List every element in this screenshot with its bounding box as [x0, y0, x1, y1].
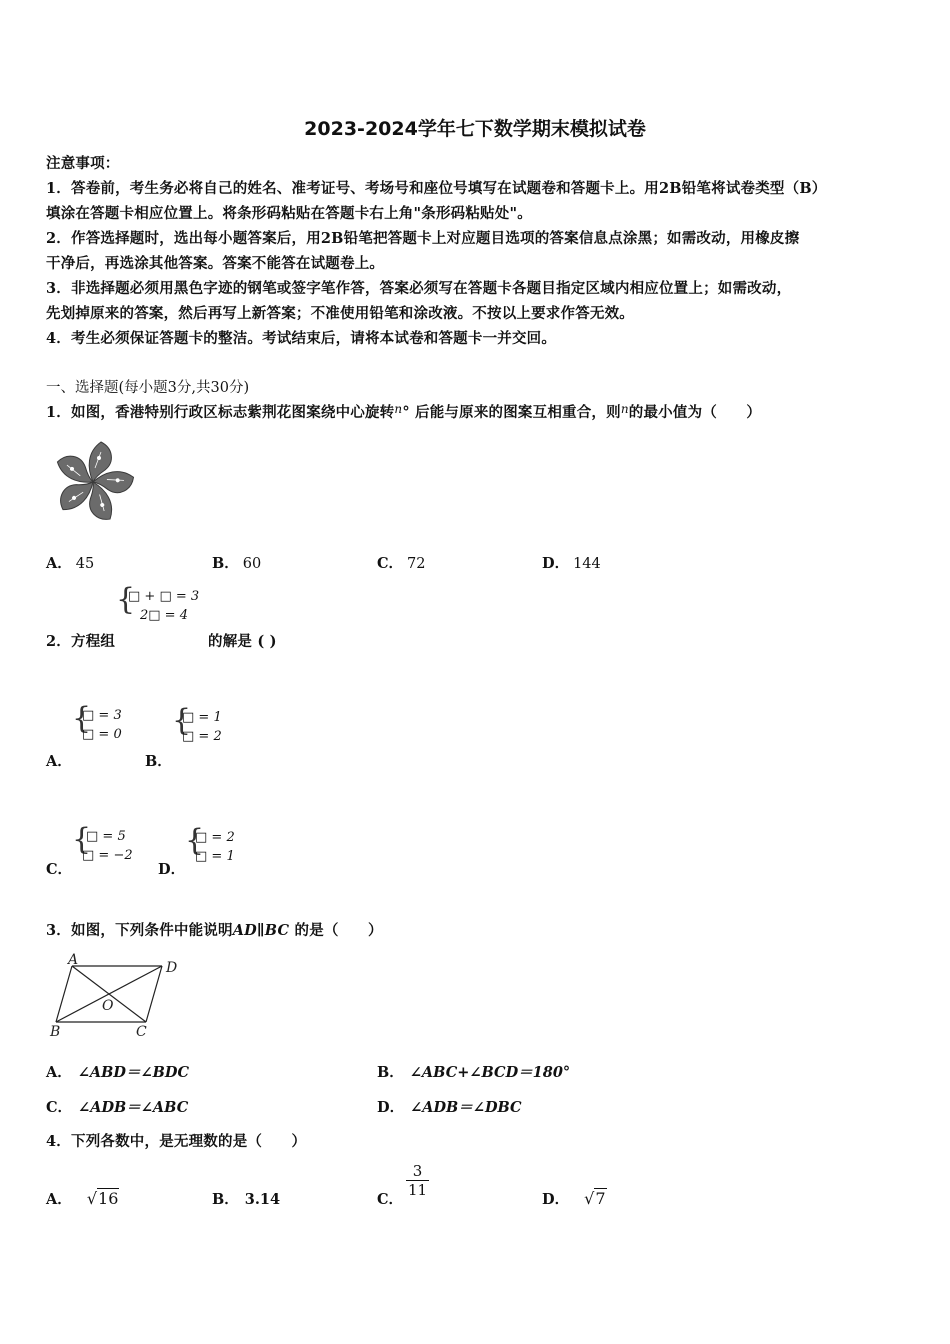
q1-option-c[interactable]: C． 72: [377, 555, 426, 572]
notice-line: 2．作答选择题时，选出每小题答案后，用2B铅笔把答题卡上对应题目选项的答案信息点涂黑；如需改动，用橡皮擦: [46, 230, 800, 247]
q2-option-c[interactable]: C．: [46, 861, 73, 878]
q2-option-a[interactable]: A．: [46, 753, 72, 770]
question-3-text: 3．如图，下列条件中能说明AD∥BC 的是（ ）: [46, 922, 383, 939]
q1-option-d[interactable]: D． 144: [542, 555, 601, 572]
page-title: 2023-2024学年七下数学期末模拟试卷: [304, 118, 646, 140]
q2-option-d[interactable]: D．: [158, 861, 186, 878]
notice-line: 4．考生必须保证答题卡的整洁。考试结束后，请将本试卷和答题卡一并交回。: [46, 330, 557, 347]
notice-heading: 注意事项：: [46, 155, 120, 172]
question-2-text-a: 2．方程组: [46, 633, 116, 650]
q4-option-d[interactable]: D． √7: [542, 1189, 606, 1208]
question-1-text: 1．如图，香港特别行政区标志紫荆花图案绕中心旋转$^n$° 后能与原来的图案互相重合，则$^n$的最小值为（ ）: [46, 402, 762, 421]
question-4-text: 4．下列各数中，是无理数的是（ ）: [46, 1133, 307, 1150]
vertex-label-a: A: [68, 952, 79, 968]
q3-option-d[interactable]: D． ∠ADB＝∠DBC: [377, 1099, 522, 1116]
notice-line: 1．答卷前，考生务必将自己的姓名、准考证号、考场号和座位号填写在试题卷和答题卡上。用2B铅笔将试卷类型（B）: [46, 180, 827, 197]
vertex-label-d: D: [166, 960, 178, 976]
notice-line: 填涂在答题卡相应位置上。将条形码粘贴在答题卡右上角"条形码粘贴处"。: [46, 205, 532, 222]
q3-option-c[interactable]: C． ∠ADB＝∠ABC: [46, 1099, 189, 1116]
center-label-o: O: [102, 998, 114, 1014]
notice-line: 先划掉原来的答案，然后再写上新答案；不准使用铅笔和涂改液。不按以上要求作答无效。: [46, 305, 634, 322]
vertex-label-c: C: [136, 1024, 147, 1040]
q1-option-a[interactable]: A． 45: [46, 555, 95, 572]
notice-line: 3．非选择题必须用黑色字迹的钢笔或签字笔作答，答案必须写在答题卡各题目指定区域内相应位置上；如需改动，: [46, 280, 792, 297]
q4-option-c-label[interactable]: C．: [377, 1191, 404, 1208]
q2-option-b[interactable]: B．: [145, 753, 172, 770]
q1-option-b[interactable]: B． 60: [212, 555, 262, 572]
q4-option-b[interactable]: B． 3.14: [212, 1191, 281, 1208]
parallelogram-figure: [46, 952, 186, 1040]
bauhinia-flower-figure: [47, 436, 139, 528]
q4-option-c-fraction: $\frac{3}{11}$: [408, 1162, 428, 1199]
q3-option-a[interactable]: A． ∠ABD＝∠BDC: [46, 1064, 190, 1081]
question-2-text-b: 的解是 ( ): [208, 633, 277, 650]
q4-option-a[interactable]: A． √16: [46, 1189, 119, 1208]
section-heading: 一、选择题(每小题3分,共30分): [46, 380, 250, 396]
notice-line: 干净后，再选涂其他答案。答案不能答在试题卷上。: [46, 255, 385, 272]
vertex-label-b: B: [50, 1024, 61, 1040]
q3-option-b[interactable]: B． ∠ABC+∠BCD＝180°: [377, 1064, 571, 1081]
